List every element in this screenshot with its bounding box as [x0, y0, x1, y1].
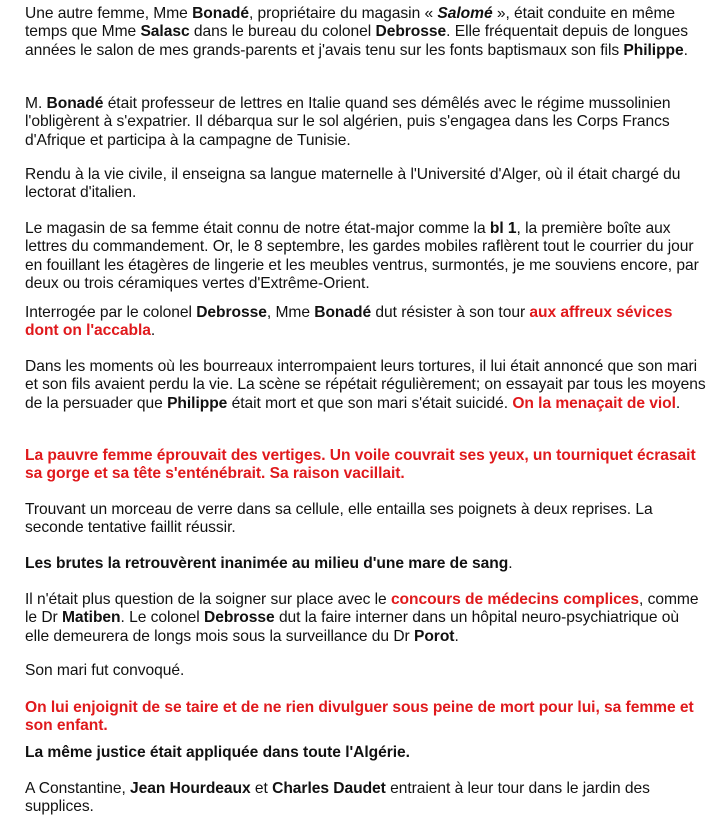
text-run: Une autre femme, Mme: [25, 5, 193, 22]
text-run: .: [454, 627, 459, 645]
text-run: était professeur de lettres en Italie quand ses démêlés avec le régime mussolinien l'obligèrent à s'expatrier. Il débarqua sur le sol algérien, puis s'engagea dans les Corps Francs d'Afrique et participa à la campagne de Tunisie.: [25, 95, 671, 149]
highlighted-text: On lui enjoignit de se taire et de ne rien divulguer sous peine de mort pour lui, sa femme et son enfant.: [25, 699, 694, 735]
paragraph: [25, 447, 707, 484]
paragraph: [25, 304, 707, 341]
paragraph: [25, 662, 707, 680]
bold-text: Bonadé: [192, 5, 249, 22]
paragraph: [25, 220, 707, 294]
highlighted-text: concours de médecins complices: [390, 591, 640, 608]
bold-text: Salomé: [437, 5, 493, 22]
bold-text: Salasc: [140, 23, 190, 41]
text-run: .: [150, 322, 156, 340]
text-run: Il n'était plus question de la soigner sur place avec le: [25, 591, 391, 608]
text-run: , comme le Dr: [25, 591, 699, 627]
text-run: Son mari fut convoqué.: [25, 662, 185, 679]
text-run: dans le bureau du colonel: [189, 23, 376, 41]
bold-text: Jean Hourdeaux: [130, 780, 251, 797]
paragraph: [25, 780, 707, 817]
bold-text: Bonadé: [314, 304, 372, 321]
text-run: .: [683, 41, 688, 59]
bold-text: Debrosse: [203, 609, 275, 627]
text-run: Interrogée par le colonel: [25, 304, 197, 321]
paragraph: [25, 555, 707, 573]
text-run: . Le colonel: [120, 609, 204, 627]
paragraph: [25, 166, 707, 203]
text-run: , propriétaire du magasin «: [248, 5, 438, 22]
paragraph: [25, 699, 707, 736]
text-run: Rendu à la vie civile, il enseigna sa langue maternelle à l'Université d'Alger, où il était chargé du lectorat d'italien.: [25, 166, 681, 202]
bold-text: Bonadé: [46, 95, 104, 112]
text-run: Le magasin de sa femme était connu de notre état-major comme la: [25, 220, 490, 237]
bold-text: Debrosse: [196, 304, 267, 321]
text-run: . Elle fréquentait depuis de longues années le salon de mes grands-parents et j'avais tenu sur les fonts baptismaux son fils: [25, 23, 688, 59]
highlighted-text: La pauvre femme éprouvait des vertiges. Un voile couvrait ses yeux, un tourniquet écrasait sa gorge et sa tête s'enténébrait. Sa raison vacillait.: [25, 447, 696, 483]
text-run: entraient à leur tour dans le jardin des supplices.: [25, 780, 650, 816]
bold-text: Philippe: [623, 41, 684, 59]
text-run: , la première boîte aux lettres du commandement. Or, le 8 septembre, les gardes mobiles raflèrent tout le courrier du jour en fouillant les étagères de lingerie et les meubles ventrus, surmontés, je me souviens encore, par deux ou trois céramiques vertes d'Extrême-Orient.: [25, 220, 699, 293]
bold-text: Les brutes la retrouvèrent inanimée au milieu d'une mare de sang: [25, 555, 509, 572]
bold-text: Debrosse: [375, 23, 447, 41]
paragraph: [25, 744, 707, 762]
paragraph: [25, 95, 707, 150]
text-run: , Mme: [266, 304, 315, 321]
paragraph: [25, 501, 707, 538]
bold-text: La même justice était appliquée dans toute l'Algérie.: [25, 744, 410, 761]
bold-text: Charles Daudet: [272, 780, 386, 797]
bold-text: Philippe: [167, 394, 228, 412]
text-run: A Constantine,: [25, 780, 131, 797]
text-run: », était conduite en même temps que Mme: [25, 5, 676, 41]
highlighted-text: aux affreux sévices dont on l'accabla: [25, 304, 673, 340]
text-run: dut résister à son tour: [371, 304, 530, 321]
text-run: Trouvant un morceau de verre dans sa cellule, elle entailla ses poignets à deux reprises. La seconde tentative faillit réussir.: [25, 501, 653, 537]
paragraph: [25, 5, 707, 60]
text-run: dut la faire interner dans un hôpital neuro-psychiatrique où elle demeurera de longs mois sous la surveillance du Dr: [25, 609, 680, 645]
text-run: .: [675, 394, 681, 412]
bold-text: bl 1: [489, 220, 517, 237]
text-run: .: [508, 555, 513, 572]
text-run: Dans les moments où les bourreaux interrompaient leurs tortures, il lui était annoncé que son mari et son fils avaient perdu la vie. La scène se répétait régulièrement; on essayait par tous les moyens de la persuader que: [25, 358, 706, 412]
paragraph: [25, 358, 707, 413]
highlighted-text: On la menaçait de viol: [512, 394, 676, 412]
text-run: et: [250, 780, 273, 797]
text-run: M.: [25, 95, 47, 112]
bold-text: Porot: [413, 627, 455, 645]
bold-text: Matiben: [61, 609, 121, 627]
text-run: était mort et que son mari s'était suicidé.: [227, 394, 513, 412]
paragraph: [25, 591, 707, 646]
